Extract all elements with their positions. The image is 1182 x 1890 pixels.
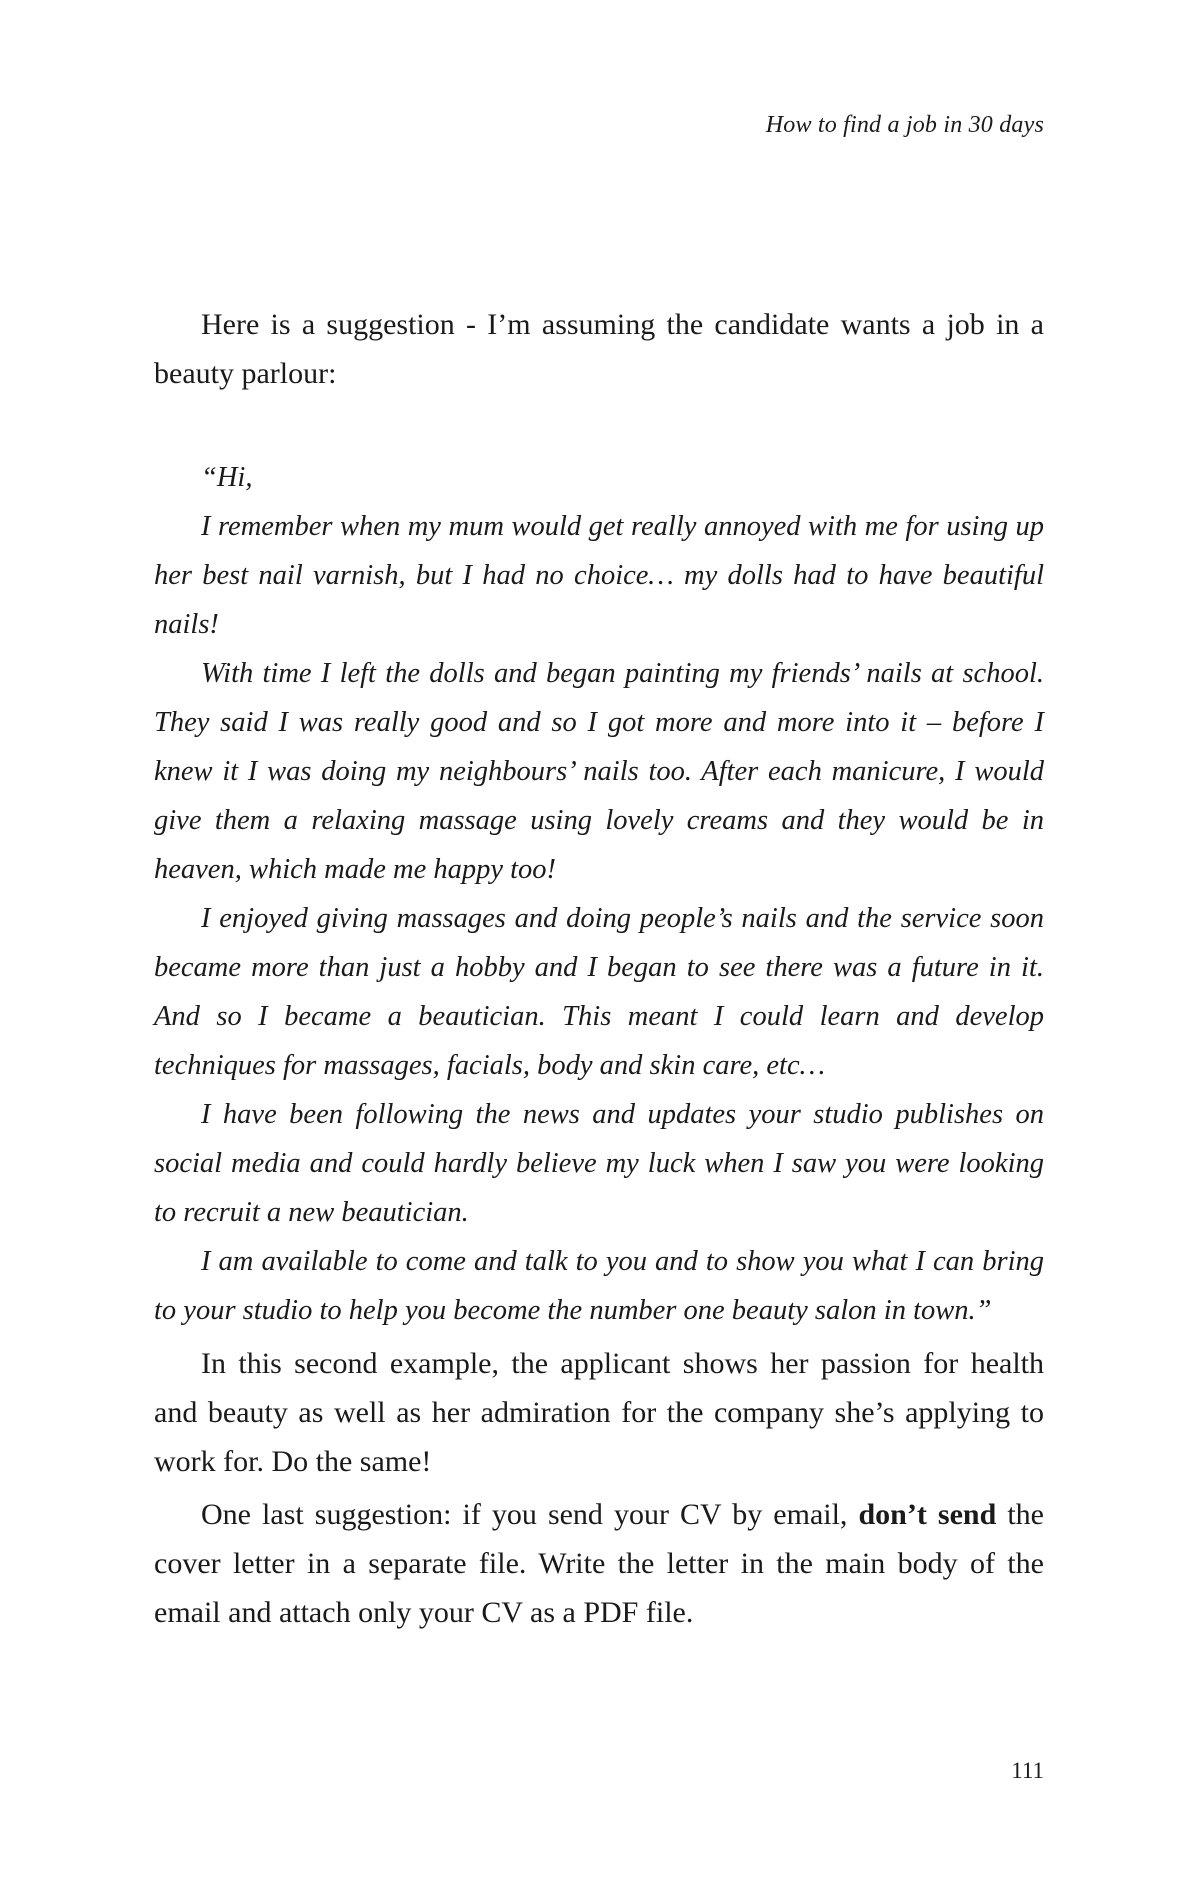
- letter-paragraph: I am available to come and talk to you and to show you what I can bring to your studio to help you become the number one beauty salon in town.”: [154, 1246, 1044, 1326]
- letter-paragraph: I have been following the news and updates your studio publishes on social media and could hardly believe my luck when I saw you were looking to recruit a new beautician.: [154, 1099, 1044, 1228]
- page-content: [154, 300, 1044, 1641]
- suggestion-text-start: One last suggestion: if you send your CV by email,: [201, 1498, 859, 1531]
- running-header: How to find a job in 30 days: [765, 112, 1044, 138]
- intro-paragraph: Here is a suggestion - I’m assuming the candidate wants a job in a beauty parlour:: [154, 308, 1044, 390]
- suggestion-text-end: the cover letter in a separate file. Write the letter in the main body of the email and attach only your CV as a PDF file.: [154, 1498, 1044, 1629]
- letter-paragraph: I enjoyed giving massages and doing people’s nails and the service soon became more than just a hobby and I began to see there was a future in it. And so I became a beautician. This meant I could learn and develop techniques for massages, facials, body and skin care, etc…: [154, 903, 1044, 1081]
- body-text: [154, 1339, 1044, 1637]
- letter-paragraph: I remember when my mum would get really annoyed with me for using up her best nail varnish, but I had no choice… my dolls had to have beautiful nails!: [154, 511, 1044, 640]
- letter-paragraph: With time I left the dolls and began painting my friends’ nails at school. They said I was really good and so I got more and more into it – before I knew it I was doing my neighbours’ nails too. After each manicure, I would give them a relaxing massage using lovely creams and they would be in heaven, which made me happy too!: [154, 658, 1044, 885]
- body-paragraph-suggestion: [154, 1490, 1044, 1637]
- cover-letter-example: [154, 453, 1044, 1335]
- letter-greeting: “Hi,: [201, 462, 253, 493]
- body-paragraph: In this second example, the applicant shows her passion for health and beauty as well as her admiration for the company she’s applying to work for. Do the same!: [154, 1347, 1044, 1478]
- page-number: 111: [1011, 1758, 1044, 1783]
- suggestion-emphasis: don’t send: [858, 1498, 997, 1531]
